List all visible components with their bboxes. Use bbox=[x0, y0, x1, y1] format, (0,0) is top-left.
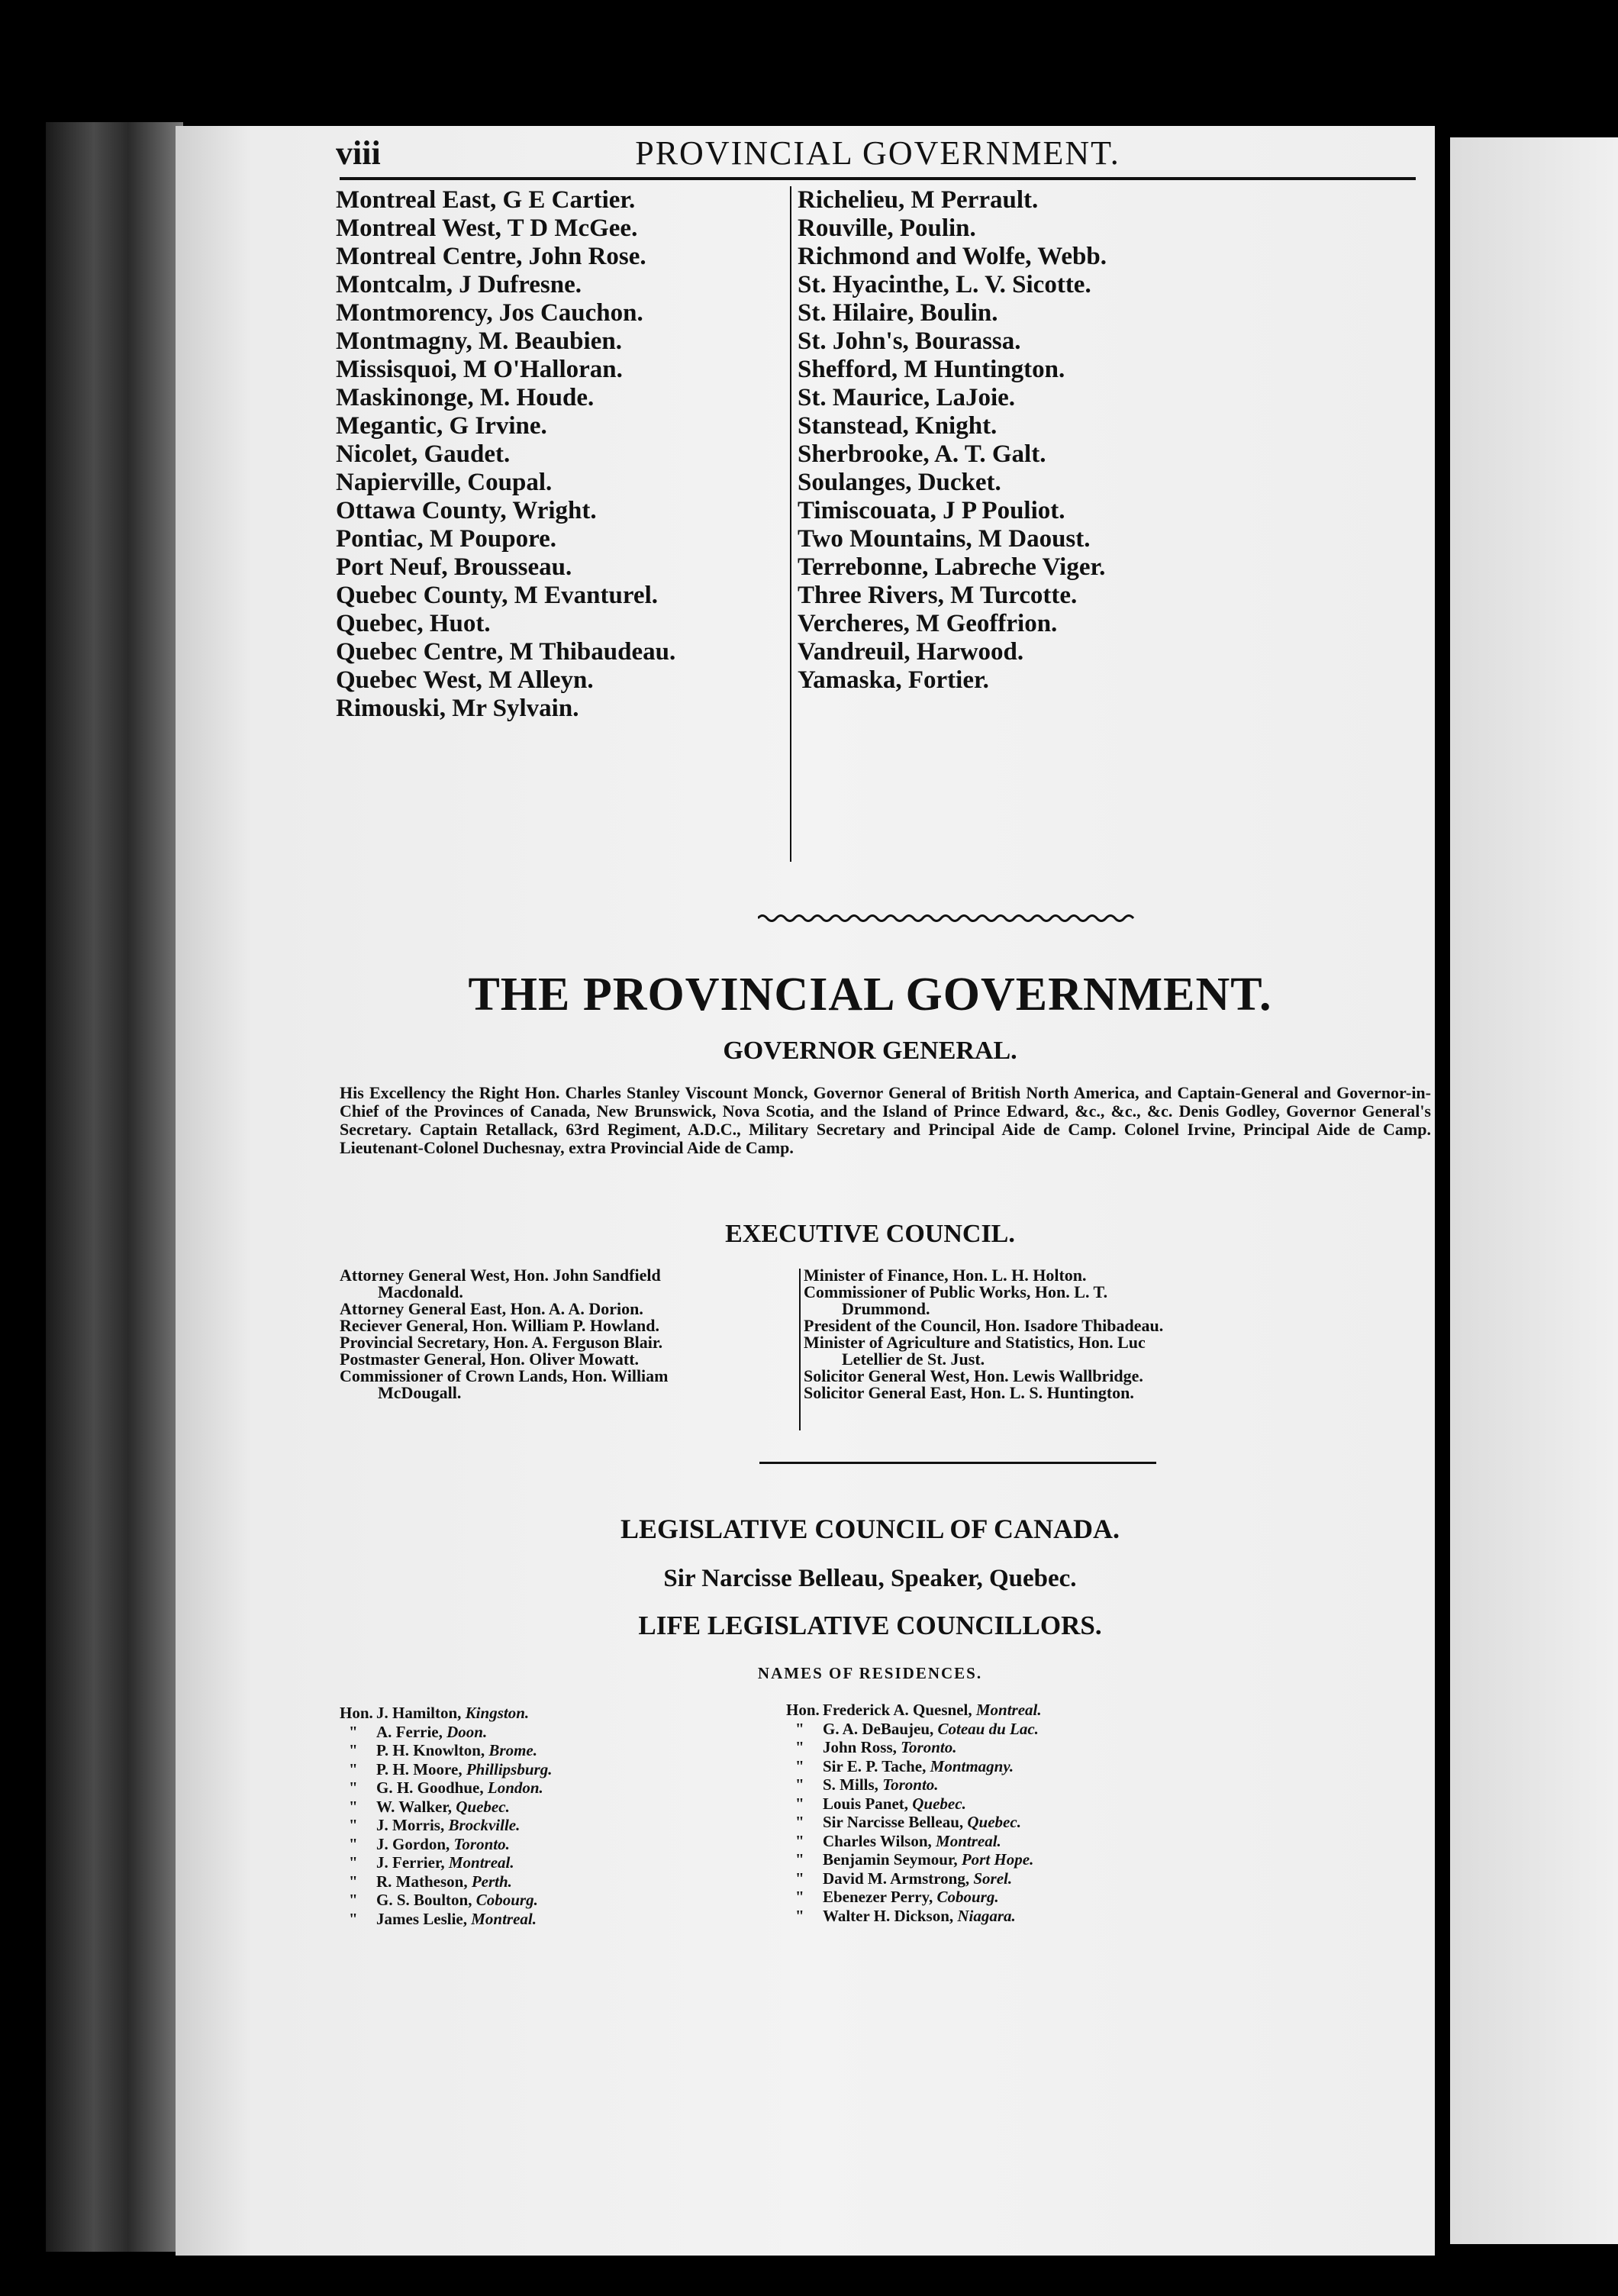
ditto-mark: " bbox=[795, 1719, 804, 1738]
list-item: St. John's, Bourassa. bbox=[798, 327, 1021, 355]
list-item: Montreal Centre, John Rose. bbox=[336, 243, 646, 270]
ditto-mark: " bbox=[795, 1738, 804, 1756]
list-item: Pontiac, M Poupore. bbox=[336, 525, 557, 553]
ditto-mark: " bbox=[349, 1872, 358, 1891]
councillor-row bbox=[340, 1835, 552, 1854]
councillor-name: Sir E. P. Tache, bbox=[823, 1756, 927, 1775]
executive-divider bbox=[799, 1269, 801, 1430]
ditto-mark: " bbox=[349, 1834, 358, 1853]
list-item: Megantic, G Irvine. bbox=[336, 412, 547, 440]
councillor-residence: Toronto. bbox=[453, 1834, 510, 1853]
executive-council-heading: EXECUTIVE COUNCIL. bbox=[725, 1220, 1015, 1248]
book-spine bbox=[46, 122, 183, 2252]
councillor-name: Frederick A. Quesnel, bbox=[823, 1701, 972, 1719]
councillor-residence: Cobourg. bbox=[936, 1888, 999, 1906]
ditto-mark: " bbox=[795, 1831, 804, 1850]
ditto-mark: " bbox=[349, 1909, 358, 1928]
ditto-mark: " bbox=[795, 1756, 804, 1775]
ridings-right-column bbox=[798, 186, 1107, 695]
honorific-prefix: Hon. bbox=[340, 1704, 373, 1722]
councillor-row bbox=[786, 1795, 1042, 1814]
councillors-right-column bbox=[786, 1701, 1042, 1925]
councillor-residence: Port Hope. bbox=[961, 1850, 1034, 1869]
councillor-row bbox=[340, 1741, 552, 1760]
list-item: Napierville, Coupal. bbox=[336, 469, 553, 496]
list-item: Stanstead, Knight. bbox=[798, 412, 998, 440]
list-item: Shefford, M Huntington. bbox=[798, 356, 1065, 383]
list-item: Attorney General West, Hon. John Sandfield bbox=[340, 1266, 661, 1285]
list-item: Rimouski, Mr Sylvain. bbox=[336, 695, 579, 722]
councillor-row bbox=[340, 1910, 552, 1929]
list-item: Postmaster General, Hon. Oliver Mowatt. bbox=[340, 1350, 640, 1369]
councillor-residence: Coteau du Lac. bbox=[937, 1719, 1039, 1738]
ditto-mark: " bbox=[795, 1850, 804, 1869]
list-item: Commissioner of Crown Lands, Hon. William bbox=[340, 1366, 669, 1385]
councillor-residence: Phillipsburg. bbox=[466, 1759, 553, 1778]
list-item: Solicitor General West, Hon. Lewis Wallbridge. bbox=[804, 1366, 1143, 1385]
list-item: Attorney General East, Hon. A. A. Dorion. bbox=[340, 1299, 643, 1318]
councillor-residence: Perth. bbox=[471, 1872, 512, 1891]
ditto-mark: " bbox=[795, 1813, 804, 1831]
page-content bbox=[176, 0, 1465, 2296]
councillor-residence: Quebec. bbox=[967, 1813, 1021, 1831]
councillor-name: S. Mills, bbox=[823, 1775, 878, 1794]
list-item: Soulanges, Ducket. bbox=[798, 469, 1001, 496]
councillor-residence: Doon. bbox=[446, 1722, 488, 1741]
list-item: Terrebonne, Labreche Viger. bbox=[798, 553, 1106, 581]
list-item: Yamaska, Fortier. bbox=[798, 666, 989, 694]
councillor-name: W. Walker, bbox=[376, 1797, 453, 1816]
page-header bbox=[336, 134, 1420, 179]
list-item: Quebec, Huot. bbox=[336, 610, 491, 637]
councillor-row bbox=[786, 1832, 1042, 1851]
column-divider bbox=[790, 186, 791, 862]
councillors-left-column bbox=[340, 1704, 552, 1928]
list-item: Quebec Centre, M Thibaudeau. bbox=[336, 638, 676, 666]
ditto-mark: " bbox=[795, 1794, 804, 1813]
councillor-name: P. H. Knowlton, bbox=[376, 1741, 485, 1759]
councillor-row bbox=[786, 1850, 1042, 1869]
wavy-divider bbox=[758, 913, 1139, 924]
ditto-mark: " bbox=[795, 1775, 804, 1794]
list-item: Minister of Agriculture and Statistics, Hon. Luc bbox=[804, 1333, 1146, 1352]
list-item: McDougall. bbox=[378, 1383, 462, 1402]
councillor-name: James Leslie, bbox=[376, 1909, 467, 1928]
councillor-row bbox=[340, 1760, 552, 1779]
ditto-mark: " bbox=[795, 1906, 804, 1925]
councillor-residence: Cobourg. bbox=[475, 1891, 538, 1909]
councillor-name: John Ross, bbox=[823, 1738, 897, 1756]
names-of-residences-heading: NAMES OF RESIDENCES. bbox=[757, 1664, 983, 1682]
ditto-mark: " bbox=[349, 1853, 358, 1872]
section-rule bbox=[759, 1462, 1156, 1464]
header-rule bbox=[340, 177, 1416, 180]
list-item: Three Rivers, M Turcotte. bbox=[798, 582, 1078, 609]
councillor-residence: Montreal. bbox=[936, 1831, 1001, 1850]
councillor-residence: Niagara. bbox=[957, 1906, 1016, 1925]
list-item: Macdonald. bbox=[378, 1282, 463, 1301]
list-item: Timiscouata, J P Pouliot. bbox=[798, 497, 1065, 524]
ditto-mark: " bbox=[349, 1741, 358, 1759]
honorific-prefix: Hon. bbox=[786, 1701, 820, 1719]
councillor-row bbox=[340, 1891, 552, 1910]
councillor-name: J. Morris, bbox=[376, 1816, 445, 1834]
ditto-mark: " bbox=[349, 1816, 358, 1834]
councillor-row bbox=[786, 1775, 1042, 1795]
list-item: Solicitor General East, Hon. L. S. Huntington. bbox=[804, 1383, 1134, 1402]
ditto-mark: " bbox=[795, 1869, 804, 1888]
councillor-residence: Toronto. bbox=[882, 1775, 939, 1794]
legislative-council-title: LEGISLATIVE COUNCIL OF CANADA. bbox=[620, 1514, 1120, 1544]
governor-general-heading: GOVERNOR GENERAL. bbox=[723, 1037, 1017, 1065]
councillor-residence: Montreal. bbox=[471, 1909, 537, 1928]
councillor-name: G. H. Goodhue, bbox=[376, 1778, 484, 1797]
councillor-residence: Montreal. bbox=[448, 1853, 514, 1872]
councillor-name: Ebenezer Perry, bbox=[823, 1888, 933, 1906]
councillor-row bbox=[340, 1704, 552, 1723]
councillor-row bbox=[340, 1778, 552, 1798]
councillor-row bbox=[786, 1888, 1042, 1907]
councillor-row bbox=[786, 1813, 1042, 1832]
facing-page-edge bbox=[1450, 137, 1618, 2244]
councillor-row bbox=[340, 1723, 552, 1742]
councillor-row bbox=[786, 1701, 1042, 1720]
councillor-residence: Brockville. bbox=[448, 1816, 521, 1834]
list-item: Vandreuil, Harwood. bbox=[798, 638, 1024, 666]
list-item: St. Hilaire, Boulin. bbox=[798, 299, 998, 327]
running-title: PROVINCIAL GOVERNMENT. bbox=[635, 134, 1120, 172]
councillor-name: Louis Panet, bbox=[823, 1794, 909, 1813]
councillor-row bbox=[340, 1872, 552, 1891]
councillor-row bbox=[786, 1757, 1042, 1776]
executive-right-column bbox=[804, 1267, 1163, 1401]
list-item: Richmond and Wolfe, Webb. bbox=[798, 243, 1107, 270]
executive-left-column bbox=[340, 1267, 669, 1401]
ditto-mark: " bbox=[349, 1891, 358, 1909]
councillor-residence: Brome. bbox=[488, 1741, 538, 1759]
governor-general-text: His Excellency the Right Hon. Charles Stanley Viscount Monck, Governor General of British North America, and Captain-General and Governor-in-Chief of the Provinces of Canada, New Brunswick, Nova Scotia, and the Island of Prince Edward, &c., &c., &c. Denis Godley, Governor General's Secretary. Captain Retallack, 63rd Regiment, A.D.C., Military Secretary and Principal Aide de Camp. Colonel Irvine, Principal Aide de Camp. Lieutenant-Colonel Duchesnay, extra Provincial Aide de Camp. bbox=[340, 1083, 1431, 1157]
list-item: Sherbrooke, A. T. Galt. bbox=[798, 440, 1046, 468]
list-item: Richelieu, M Perrault. bbox=[798, 186, 1039, 214]
list-item: Drummond. bbox=[842, 1299, 930, 1318]
councillor-row bbox=[786, 1907, 1042, 1926]
councillor-name: Walter H. Dickson, bbox=[823, 1906, 954, 1925]
list-item: Rouville, Poulin. bbox=[798, 214, 976, 242]
life-councillors-heading: LIFE LEGISLATIVE COUNCILLORS. bbox=[638, 1611, 1102, 1640]
list-item: Vercheres, M Geoffrion. bbox=[798, 610, 1058, 637]
list-item: Quebec County, M Evanturel. bbox=[336, 582, 658, 609]
councillor-name: Charles Wilson, bbox=[823, 1831, 932, 1850]
councillor-name: J. Ferrier, bbox=[376, 1853, 445, 1872]
list-item: Reciever General, Hon. William P. Howland. bbox=[340, 1316, 660, 1335]
list-item: Maskinonge, M. Houde. bbox=[336, 384, 595, 411]
list-item: Nicolet, Gaudet. bbox=[336, 440, 511, 468]
ditto-mark: " bbox=[795, 1888, 804, 1906]
councillor-name: J. Gordon, bbox=[376, 1834, 450, 1853]
councillor-name: P. H. Moore, bbox=[376, 1759, 463, 1778]
ditto-mark: " bbox=[349, 1797, 358, 1816]
councillor-name: Sir Narcisse Belleau, bbox=[823, 1813, 964, 1831]
councillor-residence: Quebec. bbox=[456, 1797, 510, 1816]
councillor-residence: London. bbox=[487, 1778, 543, 1797]
folio: viii bbox=[336, 134, 381, 172]
list-item: Montmorency, Jos Cauchon. bbox=[336, 299, 643, 327]
councillor-name: J. Hamilton, bbox=[376, 1704, 462, 1722]
councillor-row bbox=[340, 1853, 552, 1872]
councillor-name: G. A. DeBaujeu, bbox=[823, 1719, 934, 1738]
ditto-mark: " bbox=[349, 1722, 358, 1741]
speaker-line: Sir Narcisse Belleau, Speaker, Quebec. bbox=[663, 1565, 1077, 1592]
list-item: Letellier de St. Just. bbox=[842, 1350, 985, 1369]
councillor-name: Benjamin Seymour, bbox=[823, 1850, 958, 1869]
list-item: St. Hyacinthe, L. V. Sicotte. bbox=[798, 271, 1091, 298]
list-item: President of the Council, Hon. Isadore Thibadeau. bbox=[804, 1316, 1164, 1335]
councillor-row bbox=[340, 1816, 552, 1835]
councillor-residence: Sorel. bbox=[973, 1869, 1013, 1888]
list-item: Port Neuf, Brousseau. bbox=[336, 553, 572, 581]
councillor-row bbox=[340, 1798, 552, 1817]
councillor-name: A. Ferrie, bbox=[376, 1722, 443, 1741]
list-item: St. Maurice, LaJoie. bbox=[798, 384, 1016, 411]
list-item: Missisquoi, M O'Halloran. bbox=[336, 356, 623, 383]
ditto-mark: " bbox=[349, 1759, 358, 1778]
councillor-residence: Montmagny. bbox=[930, 1756, 1014, 1775]
list-item: Minister of Finance, Hon. L. H. Holton. bbox=[804, 1266, 1087, 1285]
list-item: Montreal East, G E Cartier. bbox=[336, 186, 636, 214]
ditto-mark: " bbox=[349, 1778, 358, 1797]
list-item: Montmagny, M. Beaubien. bbox=[336, 327, 622, 355]
provincial-government-title: THE PROVINCIAL GOVERNMENT. bbox=[468, 969, 1272, 1021]
list-item: Montcalm, J Dufresne. bbox=[336, 271, 582, 298]
list-item: Quebec West, M Alleyn. bbox=[336, 666, 594, 694]
list-item: Commissioner of Public Works, Hon. L. T. bbox=[804, 1282, 1108, 1301]
list-item: Ottawa County, Wright. bbox=[336, 497, 597, 524]
councillor-residence: Montreal. bbox=[975, 1701, 1042, 1719]
councillor-row bbox=[786, 1869, 1042, 1888]
list-item: Montreal West, T D McGee. bbox=[336, 214, 638, 242]
councillor-residence: Kingston. bbox=[465, 1704, 530, 1722]
councillor-name: David M. Armstrong, bbox=[823, 1869, 970, 1888]
ridings-left-column bbox=[336, 186, 675, 723]
list-item: Provincial Secretary, Hon. A. Ferguson Blair. bbox=[340, 1333, 663, 1352]
councillor-residence: Quebec. bbox=[912, 1794, 966, 1813]
councillor-name: R. Matheson, bbox=[376, 1872, 468, 1891]
councillor-residence: Toronto. bbox=[901, 1738, 957, 1756]
list-item: Two Mountains, M Daoust. bbox=[798, 525, 1091, 553]
councillor-row bbox=[786, 1738, 1042, 1757]
councillor-name: G. S. Boulton, bbox=[376, 1891, 472, 1909]
councillor-row bbox=[786, 1720, 1042, 1739]
